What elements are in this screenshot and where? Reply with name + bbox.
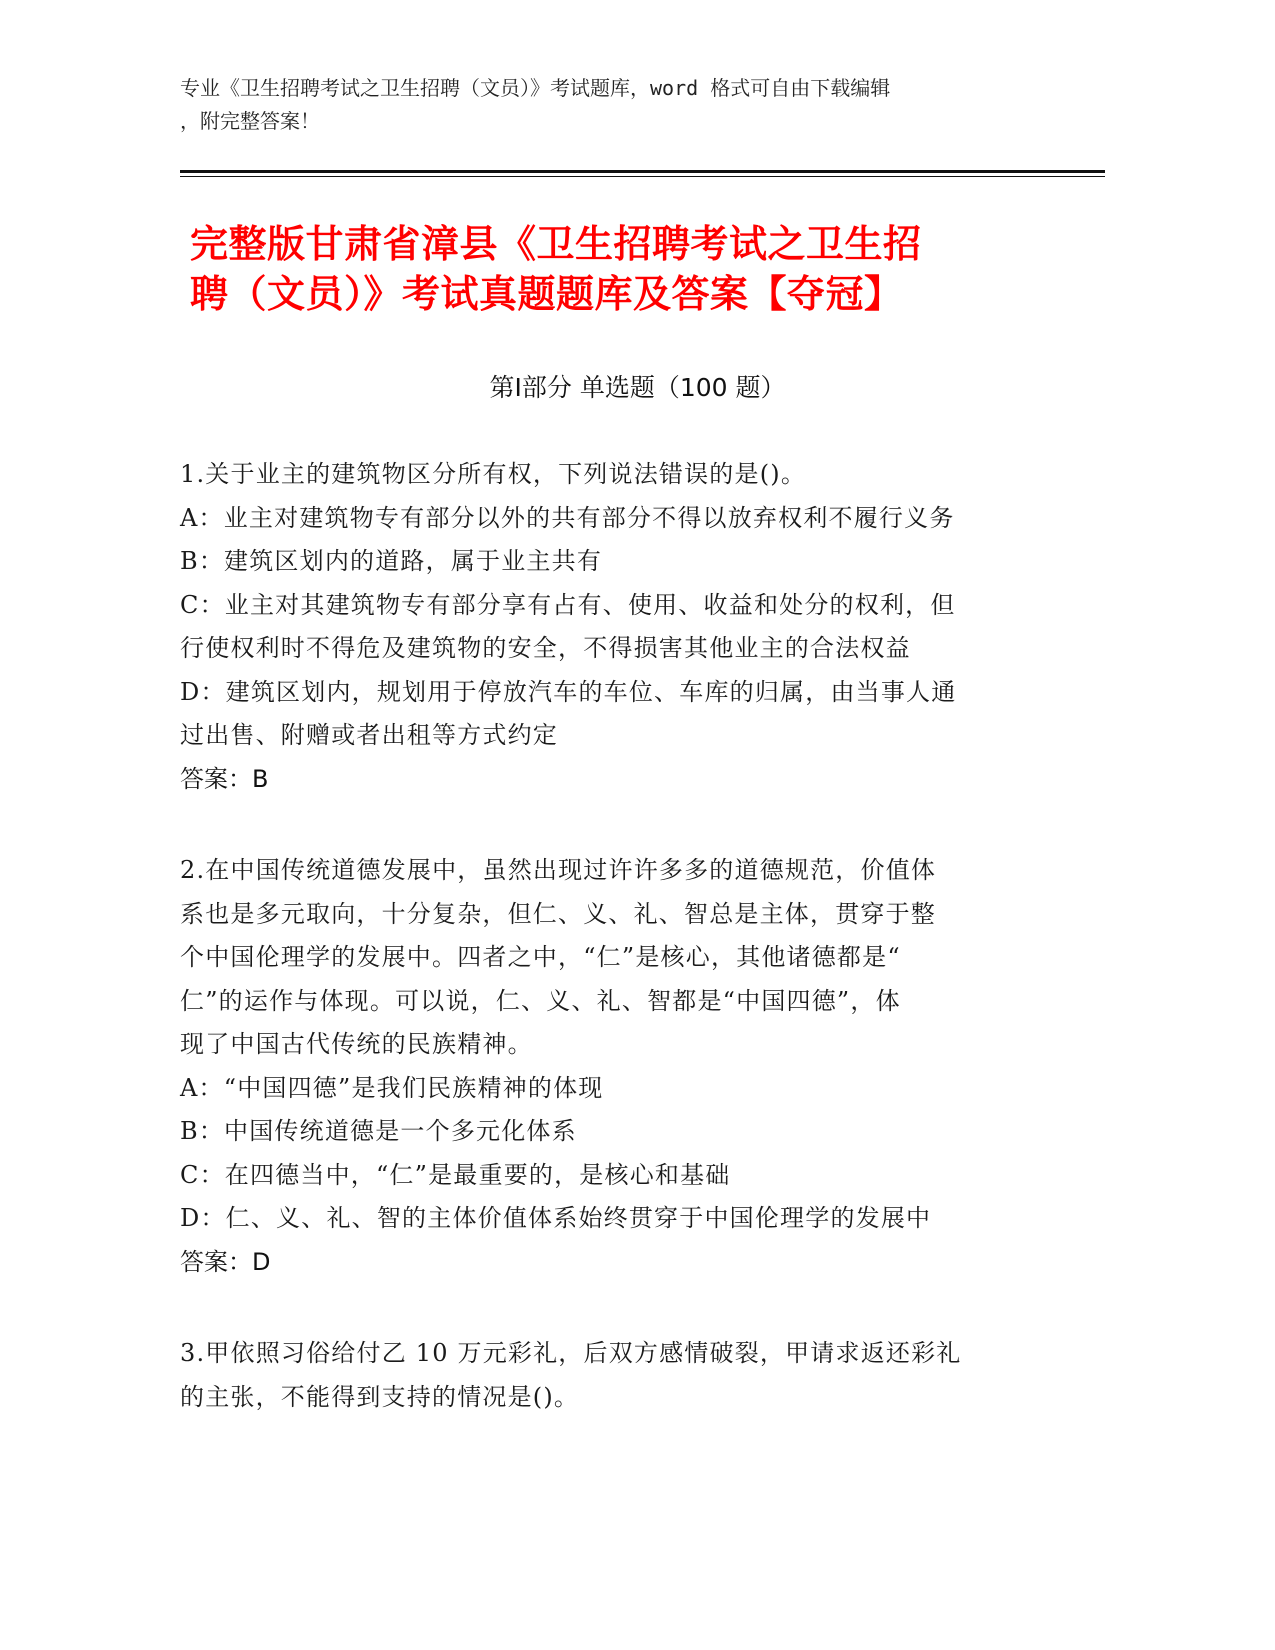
answer: 答案：B <box>180 764 269 793</box>
option-b: B：建筑区划内的道路，属于业主共有 <box>180 547 603 575</box>
option-c: C：在四德当中，“仁”是最重要的，是核心和基础 <box>180 1160 731 1189</box>
header-rule-thin <box>180 176 1105 177</box>
question-1 <box>180 453 1040 801</box>
question-list <box>180 453 1040 1467</box>
question-stem-continued: 的主张，不能得到支持的情况是()。 <box>180 1382 580 1411</box>
question-stem-continued: 仁”的运作与体现。可以说，仁、义、礼、智都是“中国四德”，体 <box>180 986 901 1015</box>
option-c: C：业主对其建筑物专有部分享有占有、使用、收益和处分的权利，但 <box>180 590 956 619</box>
header-note-line-2: ，附完整答案！ <box>180 109 320 133</box>
section-title: 第Ⅰ部分 单选题（100 题） <box>489 373 786 402</box>
document-title <box>190 219 1070 319</box>
option-c-continued: 行使权利时不得危及建筑物的安全，不得损害其他业主的合法权益 <box>180 634 911 662</box>
answer: 答案：D <box>180 1247 271 1276</box>
header-rule-thick <box>180 170 1105 173</box>
option-a: A：业主对建筑物专有部分以外的共有部分不得以放弃权利不履行义务 <box>180 503 955 532</box>
header-note <box>180 72 1040 138</box>
question-2 <box>180 849 1040 1284</box>
question-3 <box>180 1332 1040 1419</box>
question-stem-continued: 现了中国古代传统的民族精神。 <box>180 1030 533 1058</box>
question-stem-continued: 系也是多元取向，十分复杂，但仁、义、礼、智总是主体，贯穿于整 <box>180 899 936 928</box>
option-d: D：仁、义、礼、智的主体价值体系始终贯穿于中国伦理学的发展中 <box>180 1204 932 1232</box>
question-stem-continued: 个中国伦理学的发展中。四者之中，“仁”是核心，其他诸德都是“ <box>180 943 901 971</box>
document-title-line-2: 聘（文员）》考试真题题库及答案【夺冠】 <box>190 272 903 316</box>
document-title-line-1: 完整版甘肃省漳县《卫生招聘考试之卫生招 <box>190 222 922 266</box>
option-a: A：“中国四德”是我们民族精神的体现 <box>180 1073 604 1102</box>
question-stem: 3.甲依照习俗给付乙 10 万元彩礼，后双方感情破裂，甲请求返还彩礼 <box>180 1339 962 1367</box>
option-d: D：建筑区划内，规划用于停放汽车的车位、车库的归属，由当事人通 <box>180 677 957 706</box>
question-stem: 1.关于业主的建筑物区分所有权，下列说法错误的是()。 <box>180 460 807 488</box>
question-stem: 2.在中国传统道德发展中，虽然出现过许许多多的道德规范，价值体 <box>180 856 937 884</box>
header-note-line-1: 专业《卫生招聘考试之卫生招聘（文员）》考试题库，word 格式可自由下载编辑 <box>180 76 891 100</box>
option-b: B：中国传统道德是一个多元化体系 <box>180 1117 577 1145</box>
option-d-continued: 过出售、附赠或者出租等方式约定 <box>180 721 558 749</box>
